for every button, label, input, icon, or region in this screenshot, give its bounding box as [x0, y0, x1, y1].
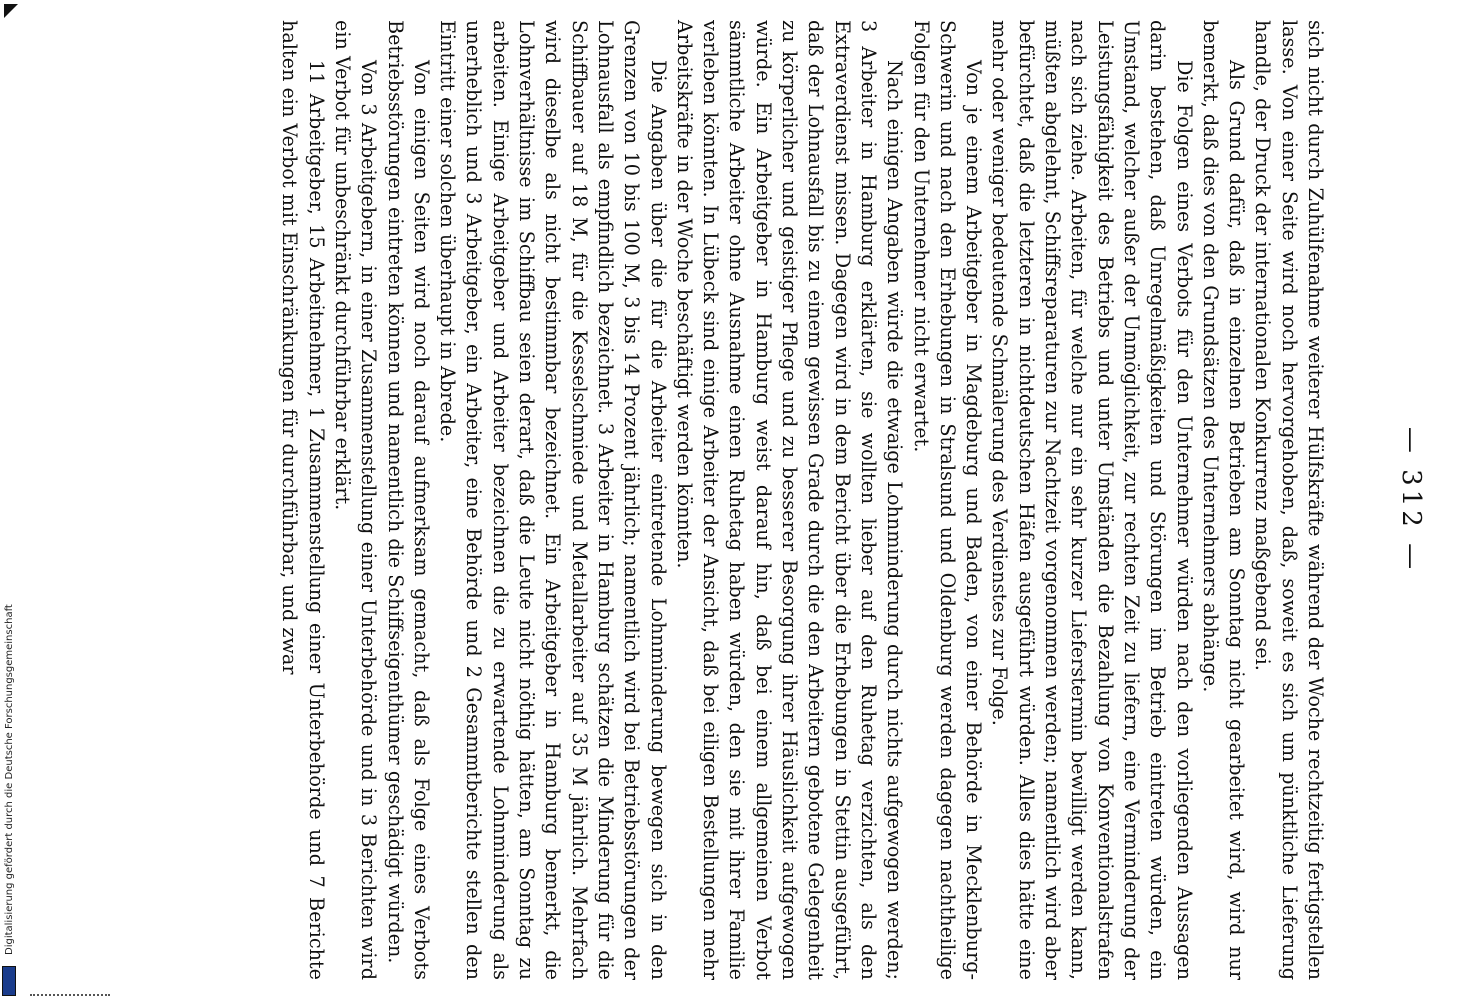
body-text [276, 20, 1328, 980]
paragraph: sich nicht durch Zuhülfenahme weiterer Hülfskräfte während der Woche rechtzeitig fertigstellen lasse. Von einer Seite wird noch hervorgehoben, daß, soweit es sich um pünktliche Lieferung handle, der Druck der internationalen Konkurrenz maßgebend sei. [1251, 20, 1327, 980]
paragraph: Die Folgen eines Verbots für den Unternehmer würden nach den vorliegenden Aussagen darin bestehen, daß Unregelmäßigkeiten und Störungen im Betrieb eintreten würden, ein Umstand, welcher außer der Unmöglichkeit, zur rechten Zeit zu liefern, eine Verminderung der Leistungsfähigkeit des Betriebs und unter Umständen die Bezahlung von Konventionalstrafen nach sich ziehe. Arbeiten, für welche nur ein sehr kurzer Lieferstermin bewilligt werden kann, müßten abgelehnt, Schiffsreparaturen zur Nachtzeit vorgenommen werden; namentlich wird aber befürchtet, daß die letzteren in nichtdeutschen Häfen ausgeführt würden. Alles dies hätte eine mehr oder weniger bedeutende Schmälerung des Verdienstes zur Folge. [988, 20, 1196, 980]
paragraph: Nach einigen Angaben würde die etwaige Lohnminderung durch nichts aufgewogen werden; 3 Arbeiter in Hamburg erklärten, sie wollten lieber auf den Ruhetag verzichten, als den Extraverdienst missen. Dagegen wird in dem Bericht über die Erhebungen in Stettin ausgeführt, daß der Lohnausfall bis zu einem gewissen Grade durch die den Arbeitern gebotene Gelegenheit zu körperlicher und geistiger Pflege und zu besserer Besorgung ihrer Häuslichkeit aufgewogen würde. Ein Arbeitgeber in Hamburg weist darauf hin, daß bei einem allgemeinen Verbot sämmtliche Arbeiter ohne Ausnahme einen Ruhetag haben würden, den sie mit ihrer Familie verleben könnten. In Lübeck sind einige Arbeiter der Ansicht, daß bei eiligen Bestellungen mehr Arbeitskräfte in der Woche beschäftigt werden könnten. [672, 20, 907, 980]
paragraph: 11 Arbeitgeber, 15 Arbeitnehmer, 1 Zusammenstellung einer Unterbehörde und 7 Berichte halten ein Verbot mit Einschränkungen für durchführbar, und zwar [278, 20, 328, 980]
paragraph: Von je einem Arbeitgeber in Magdeburg und Baden, von einer Behörde in Mecklenburg-Schwerin und nach den Erhebungen in Stralsund und Oldenburg werden dagegen nachtheilige Folgen für den Unternehmer nicht erwartet. [909, 20, 986, 980]
paragraph: Als Grund dafür, daß in einzelnen Betrieben am Sonntag nicht gearbeitet wird, wird nur bemerkt, daß dies von den Grundsätzen des Unternehmers abhänge. [1198, 20, 1249, 980]
paragraph: Von einigen Seiten wird noch darauf aufmerksam gemacht, daß als Folge eines Verbots Betriebsstörungen eintreten können und namentlich die Schiffseigenthümer geschädigt würden. [383, 20, 433, 980]
paragraph: Von 3 Arbeitgebern, in einer Zusammenstellung einer Unterbehörde und in 3 Berichten wird ein Verbot für unbeschränkt durchführbar erklärt. [331, 20, 381, 980]
digitization-credit: Digitalisierung gefördert durch die Deutsche Forschungsgemeinschaft [4, 604, 15, 955]
paragraph: Die Angaben über die für die Arbeiter eintretende Lohnminderung bewegen sich in den Grenzen von 10 bis 100 M, 3 bis 14 Prozent jährlich; namentlich wird bei Betriebsstörungen der Lohnausfall als empfindlich bezeichnet. 3 Arbeiter in Hamburg schätzen die Minderung für die Schiffbauer auf 18 M, für die Kesselschmiede und Metallarbeiter auf 35 M jährlich. Mehrfach wird dieselbe als nicht bestimmbar bezeichnet. Ein Arbeitgeber in Hamburg bemerkt, die Lohnverhältnisse im Schiffbau seien derart, daß die Leute nicht nöthig hätten, am Sonntag zu arbeiten. Einige Arbeitgeber und Arbeiter bezeichnen die zu erwartende Lohnminderung als unerheblich und 3 Arbeitgeber, ein Arbeiter, eine Behörde und 2 Gesammtberichte stellen den Eintritt einer solchen überhaupt in Abrede. [436, 20, 670, 980]
page-number: — 312 — [1396, 426, 1426, 574]
